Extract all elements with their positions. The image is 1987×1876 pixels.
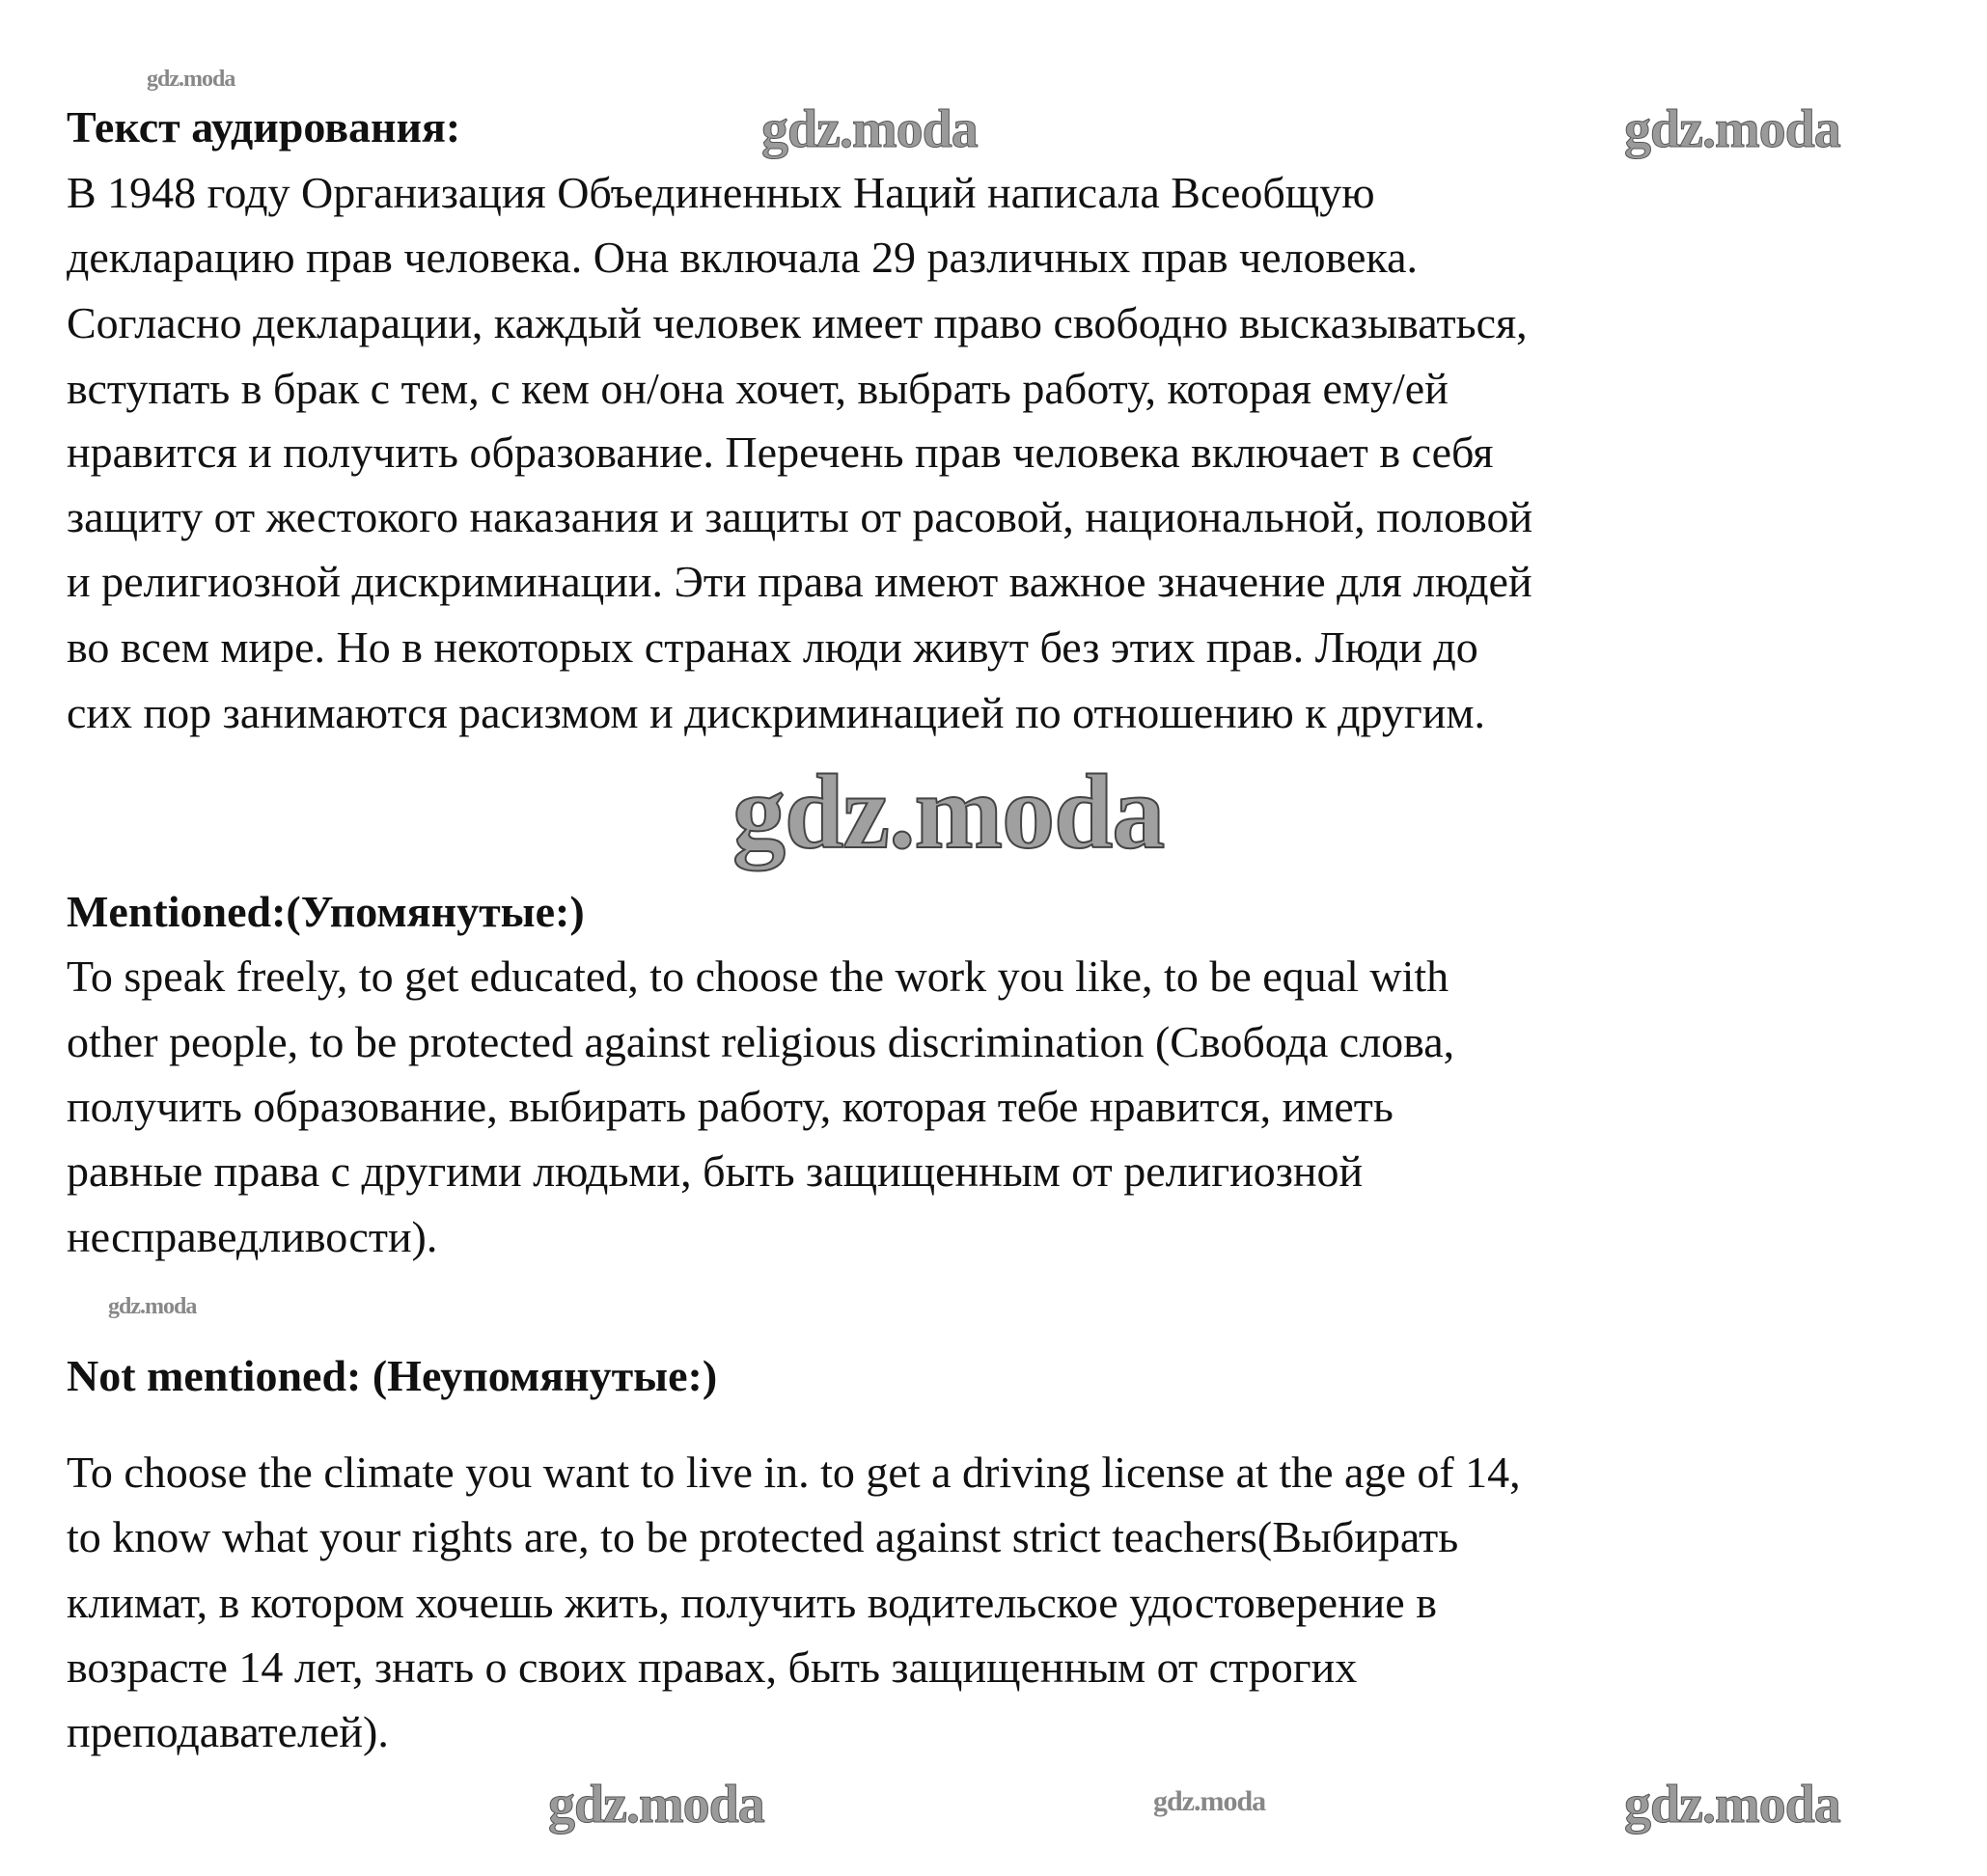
listening-text-line: сих пор занимаются расизмом и дискриминацией по отношению к другим. xyxy=(67,688,1485,737)
mentioned-line: равные права с другими людьми, быть защищенным от религиозной xyxy=(67,1146,1364,1196)
watermark: gdz.moda xyxy=(147,67,235,92)
watermark: gdz.moda xyxy=(732,753,1165,870)
watermark: gdz.moda xyxy=(1624,99,1840,159)
listening-text-line: защиту от жестокого наказания и защиты от расовой, национальной, половой xyxy=(67,492,1533,541)
mentioned-line: несправедливости). xyxy=(67,1212,438,1261)
watermark: gdz.moda xyxy=(1153,1785,1266,1817)
not-mentioned-line: преподавателей). xyxy=(67,1707,389,1756)
listening-text-heading: Текст аудирования: xyxy=(67,102,461,152)
watermark: gdz.moda xyxy=(548,1775,764,1835)
watermark: gdz.moda xyxy=(1624,1775,1840,1835)
listening-text-line: во всем мире. Но в некоторых странах люди живут без этих прав. Люди до xyxy=(67,622,1478,672)
not-mentioned-heading: Not mentioned: (Неупомянутые:) xyxy=(67,1351,718,1400)
listening-text-line: вступать в брак с тем, с кем он/она хочет, выбрать работу, которая ему/ей xyxy=(67,364,1449,413)
watermark: gdz.moda xyxy=(761,99,978,159)
not-mentioned-line: to know what your rights are, to be protected against strict teachers(Выбирать xyxy=(67,1512,1459,1561)
listening-text-line: и религиозной дискриминации. Эти права имеют важное значение для людей xyxy=(67,557,1532,606)
listening-text-line: нравится и получить образование. Перечень прав человека включает в себя xyxy=(67,428,1494,477)
watermark: gdz.moda xyxy=(108,1294,197,1319)
listening-text-line: Согласно декларации, каждый человек имеет право свободно высказываться, xyxy=(67,298,1528,347)
mentioned-line: other people, to be protected against religious discrimination (Свобода слова, xyxy=(67,1017,1455,1066)
not-mentioned-line: возрасте 14 лет, знать о своих правах, быть защищенным от строгих xyxy=(67,1642,1358,1692)
mentioned-heading: Mentioned:(Упомянутые:) xyxy=(67,887,585,936)
listening-text-line: В 1948 году Организация Объединенных Наций написала Всеобщую xyxy=(67,168,1375,217)
listening-text-line: декларацию прав человека. Она включала 29 различных прав человека. xyxy=(67,233,1418,282)
mentioned-line: To speak freely, to get educated, to choose the work you like, to be equal with xyxy=(67,952,1449,1001)
not-mentioned-line: климат, в котором хочешь жить, получить водительское удостоверение в xyxy=(67,1578,1437,1627)
not-mentioned-line: To choose the climate you want to live in. to get a driving license at the age of 14, xyxy=(67,1448,1521,1497)
mentioned-line: получить образование, выбирать работу, которая тебе нравится, иметь xyxy=(67,1082,1394,1131)
